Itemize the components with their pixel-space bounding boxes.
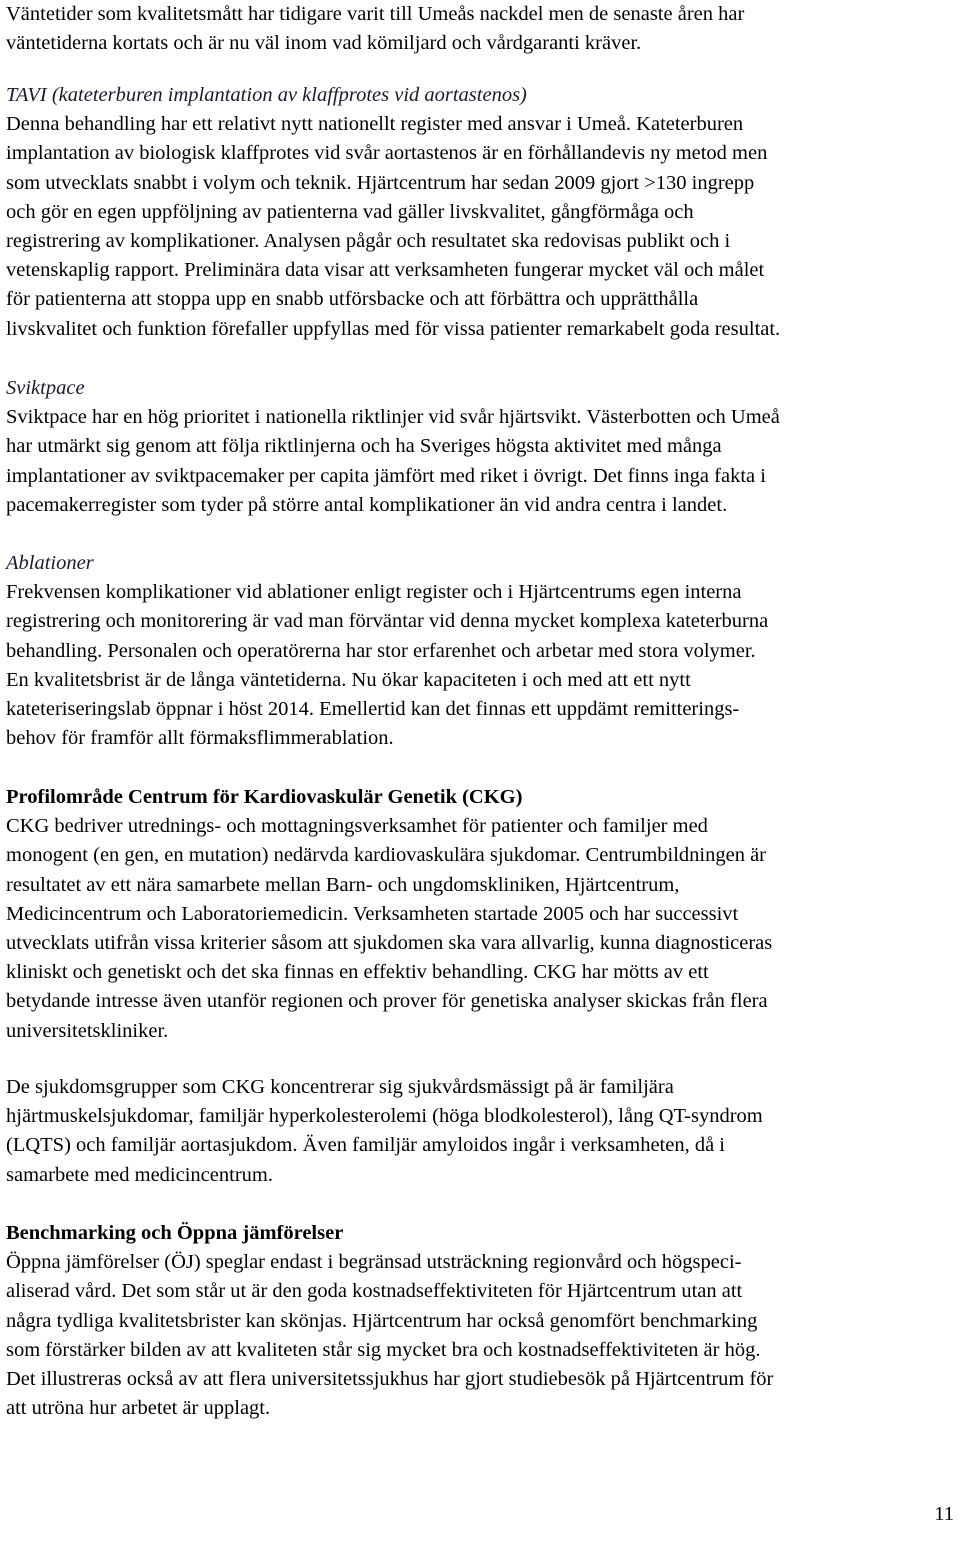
- text-line: CKG bedriver utrednings- och mottagningsverksamhet för patienter och familjer med: [6, 815, 708, 838]
- text-line: monogent (en gen, en mutation) nedärvda kardiovaskulära sjukdomar. Centrumbildningen är: [6, 844, 767, 867]
- ckg-paragraph-2: [6, 1073, 956, 1190]
- text-line: implantation av biologisk klaffprotes vid svår aortastenos är en förhållandevis ny metod men: [6, 142, 768, 165]
- text-line: och gör en egen uppföljning av patienterna vad gäller livskvalitet, gångförmåga och: [6, 200, 694, 223]
- text-line: Öppna jämförelser (ÖJ) speglar endast i begränsad utsträckning regionvård och högspeci-: [6, 1251, 742, 1274]
- text-line: Medicincentrum och Laboratoriemedicin. Verksamheten startade 2005 och har successivt: [6, 902, 739, 925]
- text-line: registrering av komplikationer. Analysen pågår och resultatet ska redovisas publikt och i: [6, 230, 731, 253]
- text-line: Sviktpace har en hög prioritet i nationella riktlinjer vid svår hjärtsvikt. Västerbotten och Umeå: [6, 406, 780, 429]
- text-line: (LQTS) och familjär aortasjukdom. Även familjär amyloidos ingår i verksamheten, då i: [6, 1134, 726, 1157]
- text-line: Väntetider som kvalitetsmått har tidigare varit till Umeås nackdel men de senaste åren har: [6, 3, 745, 25]
- benchmarking-heading: Benchmarking och Öppna jämförelser: [6, 1222, 344, 1244]
- tavi-section: [6, 81, 956, 344]
- text-line: behandling. Personalen och operatörerna har stor erfarenhet och arbetar med stora volymer.: [6, 639, 756, 662]
- text-line: livskvalitet och funktion förefaller uppfyllas med för vissa patienter remarkabelt goda resultat.: [6, 317, 781, 340]
- page-number: 11: [934, 1503, 954, 1525]
- text-line: kliniskt och genetiskt och det ska finnas en effektiv behandling. CKG har mötts av ett: [6, 961, 709, 984]
- text-line: resultatet av ett nära samarbete mellan Barn- och ungdomskliniken, Hjärtcentrum,: [6, 873, 680, 896]
- text-line: har utmärkt sig genom att följa riktlinjerna och ha Sveriges högsta aktivitet med många: [6, 435, 722, 458]
- text-line: samarbete med medicincentrum.: [6, 1163, 273, 1186]
- intro-paragraph: [6, 0, 956, 58]
- tavi-heading: TAVI (kateterburen implantation av klaffprotes vid aortastenos): [6, 84, 527, 106]
- text-line: för patienterna att stoppa upp en snabb utförsbacke och att förbättra och upprätthålla: [6, 288, 699, 311]
- text-line: vetenskaplig rapport. Preliminära data visar att verksamheten fungerar mycket väl och målet: [6, 259, 765, 282]
- text-line: hjärtmuskelsjukdomar, familjär hyperkolesterolemi (höga blodkolesterol), lång QT-syndrom: [6, 1105, 763, 1128]
- text-line: betydande intresse även utanför regionen och prover för genetiska analyser skickas från flera: [6, 990, 768, 1013]
- ckg-section: [6, 783, 956, 1046]
- text-line: registrering och monitorering är vad man förväntar vid denna mycket komplexa kateterburna: [6, 610, 769, 633]
- sviktpace-section: [6, 374, 956, 520]
- text-line: Frekvensen komplikationer vid ablationer enligt register och i Hjärtcentrums egen interna: [6, 581, 742, 604]
- text-line: som förstärker bilden av att kvaliteten står sig mycket bra och kostnadseffektiviteten är hög.: [6, 1338, 761, 1361]
- text-line: som utvecklats snabbt i volym och teknik. Hjärtcentrum har sedan 2009 gjort >130 ingrepp: [6, 171, 755, 194]
- ablationer-heading: Ablationer: [6, 552, 94, 574]
- text-line: universitetskliniker.: [6, 1019, 169, 1042]
- text-line: De sjukdomsgrupper som CKG koncentrerar sig sjukvårdsmässigt på är familjära: [6, 1076, 674, 1098]
- text-line: implantationer av sviktpacemaker per capita jämfört med riket i övrigt. Det finns inga fakta i: [6, 464, 766, 487]
- text-line: kateteriseringslab öppnar i höst 2014. Emellertid kan det finnas ett uppdämt remitterings-: [6, 698, 740, 721]
- ablationer-section: [6, 549, 956, 753]
- benchmarking-section: [6, 1219, 956, 1423]
- text-line: väntetiderna kortats och är nu väl inom vad kömiljard och vårdgaranti kräver.: [6, 32, 642, 55]
- text-line: några tydliga kvalitetsbrister kan skönjas. Hjärtcentrum har också genomfört benchmarking: [6, 1309, 758, 1332]
- ckg-heading: Profilområde Centrum för Kardiovaskulär Genetik (CKG): [6, 786, 523, 808]
- text-line: utvecklats utifrån vissa kriterier såsom att sjukdomen ska vara allvarlig, kunna diagnosticeras: [6, 932, 773, 955]
- text-line: aliserad vård. Det som står ut är den goda kostnadseffektiviteten för Hjärtcentrum utan att: [6, 1280, 743, 1303]
- text-line: Det illustreras också av att flera universitetssjukhus har gjort studiebesök på Hjärtcentrum för: [6, 1368, 774, 1391]
- text-line: behov för framför allt förmaksflimmerablation.: [6, 727, 394, 750]
- text-line: En kvalitetsbrist är de långa väntetiderna. Nu ökar kapaciteten i och med att ett nytt: [6, 668, 691, 691]
- text-line: att utröna hur arbetet är upplagt.: [6, 1397, 271, 1420]
- text-line: Denna behandling har ett relativt nytt nationellt register med ansvar i Umeå. Kateterburen: [6, 113, 744, 136]
- text-line: pacemakerregister som tyder på större antal komplikationer än vid andra centra i landet.: [6, 493, 728, 516]
- sviktpace-heading: Sviktpace: [6, 377, 85, 399]
